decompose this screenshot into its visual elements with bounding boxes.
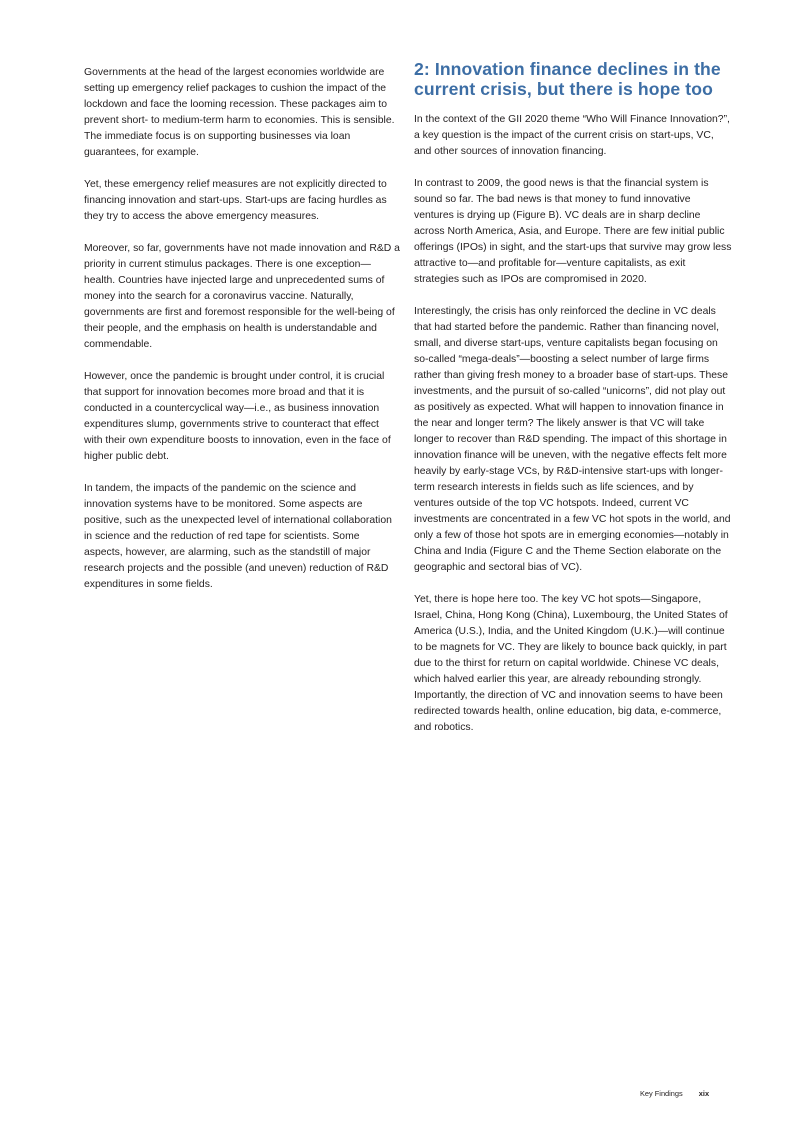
body-paragraph: Yet, there is hope here too. The key VC hot spots—Singapore, Israel, China, Hong Kong (China), Luxembourg, the United States of America (U.S.), India, and the United Kingdom (U.K.)—will continue to be magnets for VC. They are likely to bounce back quickly, in part due to the thirst for return on capital worldwide. Chinese VC deals, which halved earlier this year, are already rebounding strongly. Importantly, the direction of VC and innovation seems to have been redirected towards health, online education, big data, e-commerce, and robotics. [414,594,728,733]
body-paragraph: Moreover, so far, governments have not made innovation and R&D a priority in current stimulus packages. There is one exception—health. Countries have injected large and unprecedented sums of money into the search for a coronavirus vaccine. Naturally, governments are first and foremost responsible for the well-being of their people, and the emphasis on health is understandable and commendable. [84,243,400,350]
body-paragraph: Interestingly, the crisis has only reinforced the decline in VC deals that had started before the pandemic. Rather than financing novel, small, and diverse start-ups, venture capitalists began focusing on so-called “mega-deals”—boosting a select number of large firms rather than giving fresh money to a broader base of start-ups. These investments, and the pursuit of so-called “unicorns”, did not play out as positively as expected. What will happen to innovation finance in the near and longer term? The likely answer is that VC will take longer to recover than R&D spending. The impact of this shortage in innovation finance will be uneven, with the negative effects felt more heavily by early-stage VCs, by R&D-intensive start-ups with longer-term research interests in fields such as life sciences, and by ventures outside of the top VC hotspots. Indeed, current VC investments are concentrated in a few VC hot spots in the world, and only a few of those hot spots are in emerging economies—notably in China and India (Figure C and the Theme Section elaborate on the geographic and sectoral bias of VC). [414,306,731,573]
body-paragraph: In the context of the GII 2020 theme “Who Will Finance Innovation?”, a key question is the impact of the current crisis on start-ups, VC, and other sources of innovation financing. [414,114,730,157]
left-column [84,65,400,609]
page-footer [640,1089,709,1099]
page-number: xix [698,1089,710,1098]
body-paragraph: In contrast to 2009, the good news is that the financial system is sound so far. The bad news is that money to fund innovative ventures is drying up (Figure B). VC deals are in sharp decline across North America, Asia, and Europe. There are few initial public offerings (IPOs) in sight, and the start-ups that survive may grow less attractive to—and profitable for—venture capitalists, as exit strategies such as IPOs are compromised in 2020. [414,178,732,285]
right-column [414,59,732,752]
body-paragraph: Governments at the head of the largest economies worldwide are setting up emergency relief packages to cushion the impact of the lockdown and face the looming recession. These packages aim to prevent short- to medium-term harm to economies. This is sensible. The immediate focus is on supporting businesses via loan guarantees, for example. [84,67,395,158]
footer-section-title: Key Findings [640,1089,683,1098]
body-paragraph: However, once the pandemic is brought under control, it is crucial that support for innovation becomes more broad and that it is conducted in a countercyclical way—i.e., as business innovation expenditures slump, governments strive to counteract that effect with their own expenditure boosts to innovation, even in the face of higher public debt. [84,371,391,462]
body-paragraph: Yet, these emergency relief measures are not explicitly directed to financing innovation and start-ups. Start-ups are facing hurdles as they try to access the above emergency measures. [84,179,387,222]
section-heading: 2: Innovation finance declines in the current crisis, but there is hope too [414,59,721,99]
body-paragraph: In tandem, the impacts of the pandemic on the science and innovation systems have to be monitored. Some aspects are positive, such as the unexpected level of international collaboration in science and the reduction of red tape for scientists. Some aspects, however, are alarming, such as the standstill of major research projects and the possible (and uneven) reduction of R&D expenditures in some fields. [84,483,392,590]
